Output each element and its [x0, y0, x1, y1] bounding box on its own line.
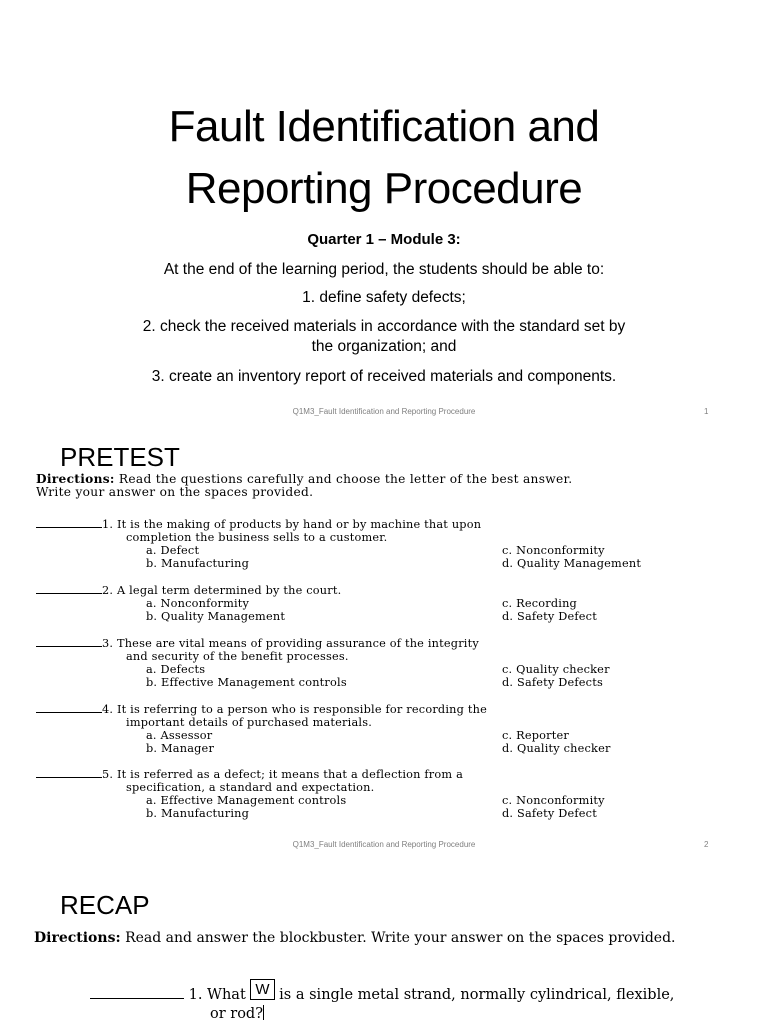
question-text-continued: completion the business sells to a customer.: [126, 531, 388, 544]
question-text-continued: specification, a standard and expectation.: [126, 781, 375, 794]
option-b: b. Quality Management: [146, 610, 286, 623]
answer-blank[interactable]: [90, 988, 184, 999]
recap-directions: [34, 929, 740, 947]
directions-line-1: Read the questions carefully and choose the letter of the best answer.: [118, 472, 573, 486]
directions-label: Directions:: [36, 472, 115, 486]
question-text-continued: important details of purchased materials.: [126, 716, 372, 729]
slide-footer: Q1M3_Fault Identification and Reporting Procedure: [292, 840, 476, 849]
question-5: [36, 768, 736, 820]
question-text: 4. It is referring to a person who is responsible for recording the: [102, 703, 487, 716]
recap-question-1: [90, 981, 750, 1024]
answer-blank[interactable]: [36, 518, 102, 528]
intro-text: At the end of the learning period, the students should be able to:: [163, 261, 605, 278]
option-a: a. Nonconformity: [146, 597, 250, 610]
option-c: c. Recording: [502, 597, 577, 610]
option-a: a. Assessor: [146, 729, 213, 742]
title-line-1: Fault Identification and: [168, 102, 600, 151]
blockbuster-letter-box: W: [250, 979, 274, 1000]
slide-footer: Q1M3_Fault Identification and Reporting Procedure: [292, 407, 476, 416]
question-text: is a single metal strand, normally cylindrical, flexible,: [279, 987, 675, 1003]
option-b: b. Manufacturing: [146, 807, 250, 820]
title-line-2: Reporting Procedure: [185, 164, 583, 213]
option-b: b. Effective Management controls: [146, 676, 347, 689]
objective-1: 1. define safety defects;: [302, 289, 466, 306]
pretest-directions: [36, 473, 736, 499]
question-text: 5. It is referred as a defect; it means that a deflection from a: [102, 768, 464, 781]
recap-heading: RECAP: [60, 890, 150, 920]
text-cursor: [263, 1005, 264, 1020]
question-1: [36, 518, 736, 570]
question-3: [36, 637, 736, 689]
objective-2-line-2: the organization; and: [311, 338, 457, 355]
option-a: a. Defect: [146, 544, 200, 557]
directions-label: Directions:: [34, 930, 121, 946]
option-d: d. Quality Management: [502, 557, 642, 570]
pretest-heading: PRETEST: [60, 442, 180, 472]
question-text-continued: or rod?: [210, 1006, 263, 1022]
question-text: 3. These are vital means of providing assurance of the integrity: [102, 637, 479, 650]
option-c: c. Nonconformity: [502, 794, 605, 807]
option-a: a. Defects: [146, 663, 206, 676]
slide-number: 1: [704, 407, 709, 416]
objective-2-line-1: 2. check the received materials in accordance with the standard set by: [142, 318, 626, 335]
answer-blank[interactable]: [36, 768, 102, 778]
option-c: c. Nonconformity: [502, 544, 605, 557]
option-c: c. Quality checker: [502, 663, 610, 676]
option-d: d. Safety Defect: [502, 610, 597, 623]
slide-3: [0, 860, 768, 1024]
module-label: Quarter 1 – Module 3:: [307, 231, 461, 248]
question-prefix: 1. What: [188, 987, 246, 1003]
question-text-continued: and security of the benefit processes.: [126, 650, 349, 663]
option-a: a. Effective Management controls: [146, 794, 347, 807]
page-title: [0, 96, 768, 220]
option-d: d. Quality checker: [502, 742, 611, 755]
objective-3: 3. create an inventory report of received materials and components.: [151, 368, 617, 385]
option-c: c. Reporter: [502, 729, 569, 742]
question-text: 1. It is the making of products by hand or by machine that upon: [102, 518, 482, 531]
answer-blank[interactable]: [36, 703, 102, 713]
question-text: 2. A legal term determined by the court.: [102, 584, 342, 597]
option-b: b. Manufacturing: [146, 557, 250, 570]
answer-blank[interactable]: [36, 584, 102, 594]
answer-blank[interactable]: [36, 637, 102, 647]
question-2: [36, 584, 736, 623]
directions-text: Read and answer the blockbuster. Write your answer on the spaces provided.: [125, 930, 676, 946]
slide-2: [0, 432, 768, 858]
option-b: b. Manager: [146, 742, 215, 755]
slide-1: [0, 0, 768, 430]
slide-number: 2: [704, 840, 709, 849]
option-d: d. Safety Defect: [502, 807, 597, 820]
question-4: [36, 703, 736, 755]
option-d: d. Safety Defects: [502, 676, 603, 689]
directions-line-2: Write your answer on the spaces provided.: [36, 485, 314, 499]
